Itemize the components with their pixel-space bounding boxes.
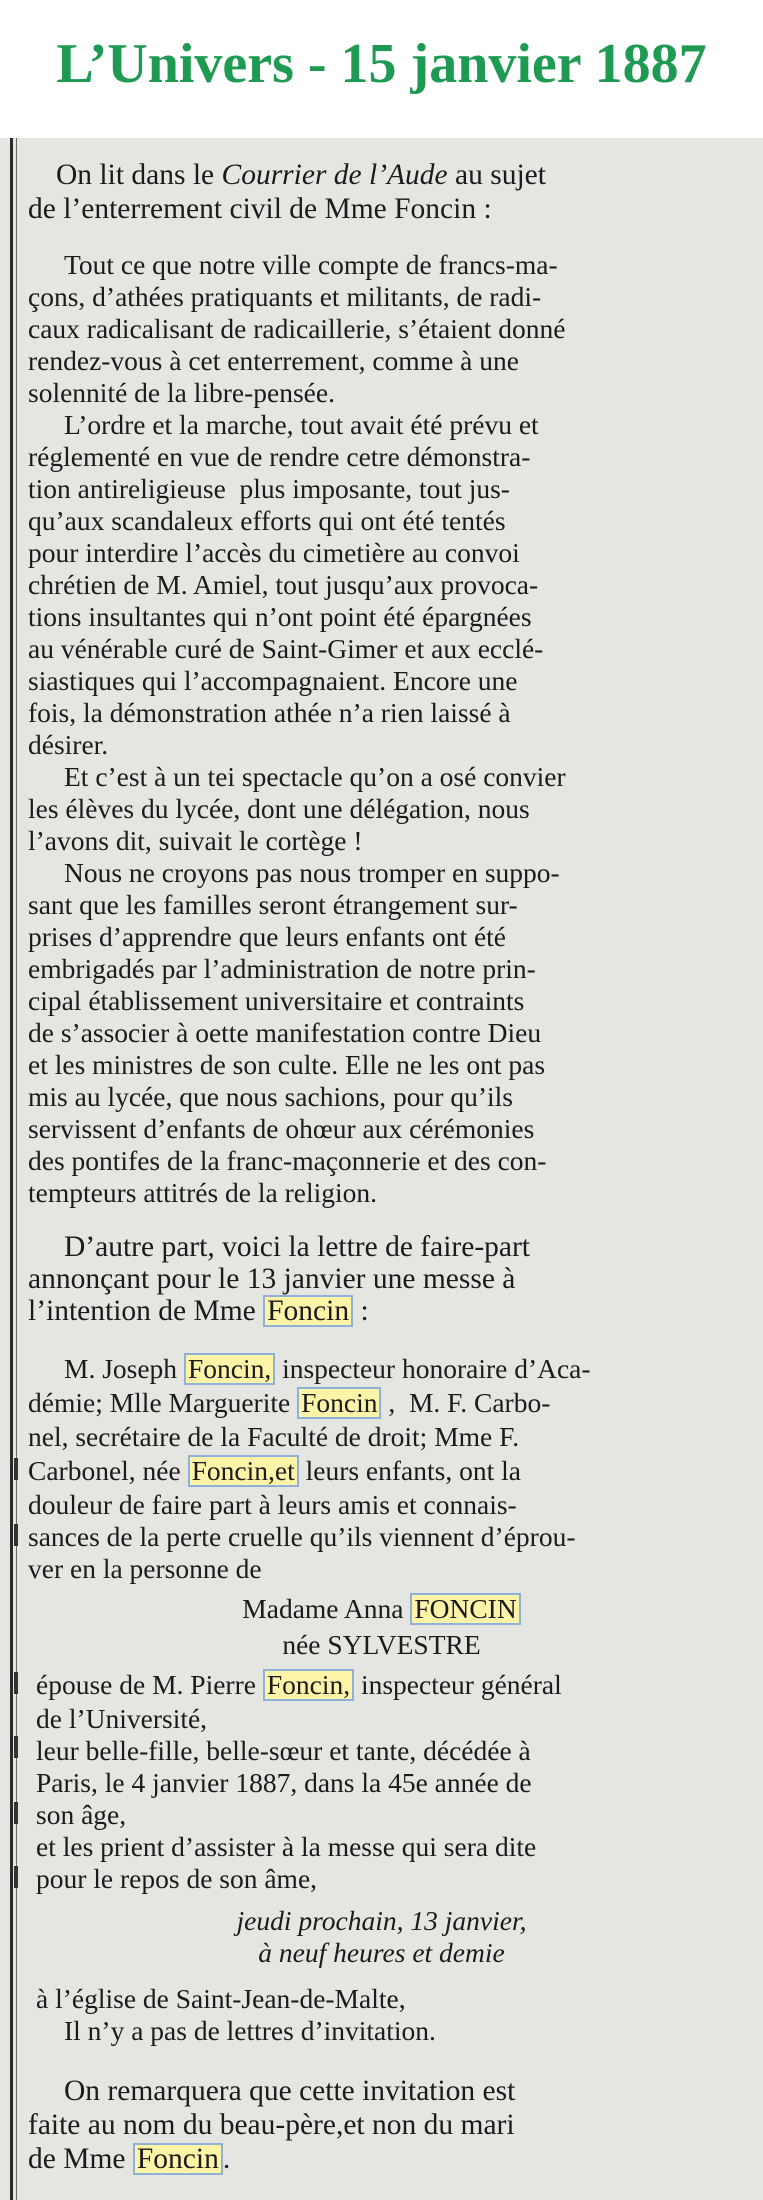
- text-line: D’autre part, voici la lettre de faire-part: [64, 1231, 531, 1263]
- highlight-foncin: Foncin: [133, 2143, 223, 2175]
- maiden-name: née SYLVESTRE: [282, 1629, 481, 1660]
- text-line: tempteurs attitrés de la religion.: [28, 1177, 377, 1208]
- text-line: prises d’apprendre que leurs enfants ont été: [28, 921, 507, 952]
- column-rule: [10, 138, 13, 2200]
- text-line: nel, secrétaire de la Faculté de droit; Mme F.: [28, 1421, 520, 1452]
- text-line: servissent d’enfants de ohœur aux cérémonies: [28, 1113, 535, 1144]
- mass-time: à neuf heures et demie: [258, 1937, 505, 1968]
- newspaper-clipping: [0, 138, 763, 2200]
- column-rule-inner: [16, 138, 17, 2200]
- highlight-foncin: Foncin: [297, 1387, 381, 1419]
- text-line: de Mme Foncin .: [28, 2143, 231, 2175]
- text-line: de s’associer à oette manifestation contre Dieu: [28, 1017, 542, 1048]
- text-line: démie; Mlle Marguerite Foncin , M. F. Carbo-: [28, 1387, 551, 1418]
- intro-line-2: de l’enterrement civil de Mme Foncin :: [28, 193, 492, 225]
- text-line: douleur de faire part à leurs amis et connais-: [28, 1489, 517, 1520]
- page-title: L’Univers - 15 janvier 1887: [56, 33, 707, 95]
- text-line: l’avons dit, suivait le cortège !: [28, 825, 363, 856]
- text-line: Paris, le 4 janvier 1887, dans la 45e année de: [36, 1767, 532, 1798]
- text-line: et les ministres de son culte. Elle ne les ont pas: [28, 1049, 546, 1080]
- text-line: faite au nom du beau-père,et non du mari: [28, 2109, 515, 2141]
- text-line: cipal établissement universitaire et contraints: [28, 985, 525, 1016]
- text-line: caux radicalisant de radicaillerie, s’étaient donné: [28, 313, 566, 344]
- text-line: chrétien de M. Amiel, tout jusqu’aux provoca-: [28, 569, 539, 600]
- margin-mark: [14, 1866, 18, 1888]
- text-line: au vénérable curé de Saint-Gimer et aux ecclé-: [28, 633, 544, 664]
- text-line: siastiques qui l’accompagnaient. Encore une: [28, 665, 518, 696]
- no-invitation-note: Il n’y a pas de lettres d’invitation.: [64, 2015, 436, 2046]
- text-line: mis au lycée, que nous sachions, pour qu’ils: [28, 1081, 513, 1112]
- margin-mark: [14, 1736, 18, 1758]
- margin-mark: [14, 1524, 18, 1546]
- margin-mark: [14, 1802, 18, 1824]
- text-line: tion antireligieuse plus imposante, tout jus-: [28, 473, 510, 504]
- text-line: de l’Université,: [36, 1703, 208, 1734]
- text-line: rendez-vous à cet enterrement, comme à une: [28, 345, 519, 376]
- intro-line-1: On lit dans le Courrier de l’Aude au sujet: [56, 159, 546, 191]
- text-line: réglementé en vue de rendre cetre démonstra-: [28, 441, 531, 472]
- text-line: qu’aux scandaleux efforts qui ont été tentés: [28, 505, 506, 536]
- text-line: l’intention de Mme Foncin :: [28, 1295, 369, 1327]
- text-line: des pontifes de la franc-maçonnerie et des con-: [28, 1145, 547, 1176]
- text-line: solennité de la libre-pensée.: [28, 377, 335, 408]
- text-line: pour le repos de son âme,: [36, 1863, 318, 1894]
- mass-place: à l’église de Saint-Jean-de-Malte,: [36, 1983, 406, 2014]
- text-line: Carbonel, née Foncin,et leurs enfants, ont la: [28, 1455, 521, 1486]
- highlight-foncin: Foncin,et: [188, 1455, 299, 1487]
- text-line: et les prient d’assister à la messe qui sera dite: [36, 1831, 537, 1862]
- text-line: sant que les familles seront étrangement sur-: [28, 889, 518, 920]
- text-line: pour interdire l’accès du cimetière au convoi: [28, 537, 520, 568]
- text-line: Nous ne croyons pas nous tromper en suppo-: [64, 857, 560, 888]
- text-line: tions insultantes qui n’ont point été épargnées: [28, 601, 532, 632]
- highlight-foncin: Foncin,: [184, 1353, 275, 1385]
- highlight-foncin: Foncin,: [263, 1669, 354, 1701]
- margin-mark: [14, 1458, 18, 1480]
- text-line: ver en la personne de: [28, 1553, 262, 1584]
- highlight-foncin: FONCIN: [410, 1593, 520, 1625]
- text-line: sances de la perte cruelle qu’ils viennent d’éprou-: [28, 1521, 576, 1552]
- text-line: Tout ce que notre ville compte de francs-ma-: [64, 249, 558, 280]
- text-line: embrigadés par l’administration de notre prin-: [28, 953, 536, 984]
- text-line: les élèves du lycée, dont une délégation, nous: [28, 793, 530, 824]
- text-line: M. Joseph Foncin, inspecteur honoraire d’Aca-: [64, 1353, 591, 1384]
- text-line: fois, la démonstration athée n’a rien laissé à: [28, 697, 511, 728]
- text-line: çons, d’athées pratiquants et militants, de radi-: [28, 281, 542, 312]
- mass-date: jeudi prochain, 13 janvier,: [236, 1905, 527, 1936]
- text-line: épouse de M. Pierre Foncin, inspecteur général: [36, 1669, 562, 1700]
- text-line: Et c’est à un tei spectacle qu’on a osé convier: [64, 761, 566, 792]
- deceased-name: Madame Anna FONCIN: [0, 1592, 763, 1626]
- text-line: leur belle-fille, belle-sœur et tante, décédée à: [36, 1735, 531, 1766]
- text-line: désirer.: [28, 729, 109, 760]
- highlight-foncin: Foncin: [263, 1295, 353, 1327]
- text-line: annonçant pour le 13 janvier une messe à: [28, 1263, 516, 1295]
- text-line: L’ordre et la marche, tout avait été prévu et: [64, 409, 539, 440]
- margin-mark: [14, 1672, 18, 1694]
- text-line: son âge,: [36, 1799, 127, 1830]
- text-line: On remarquera que cette invitation est: [64, 2075, 516, 2107]
